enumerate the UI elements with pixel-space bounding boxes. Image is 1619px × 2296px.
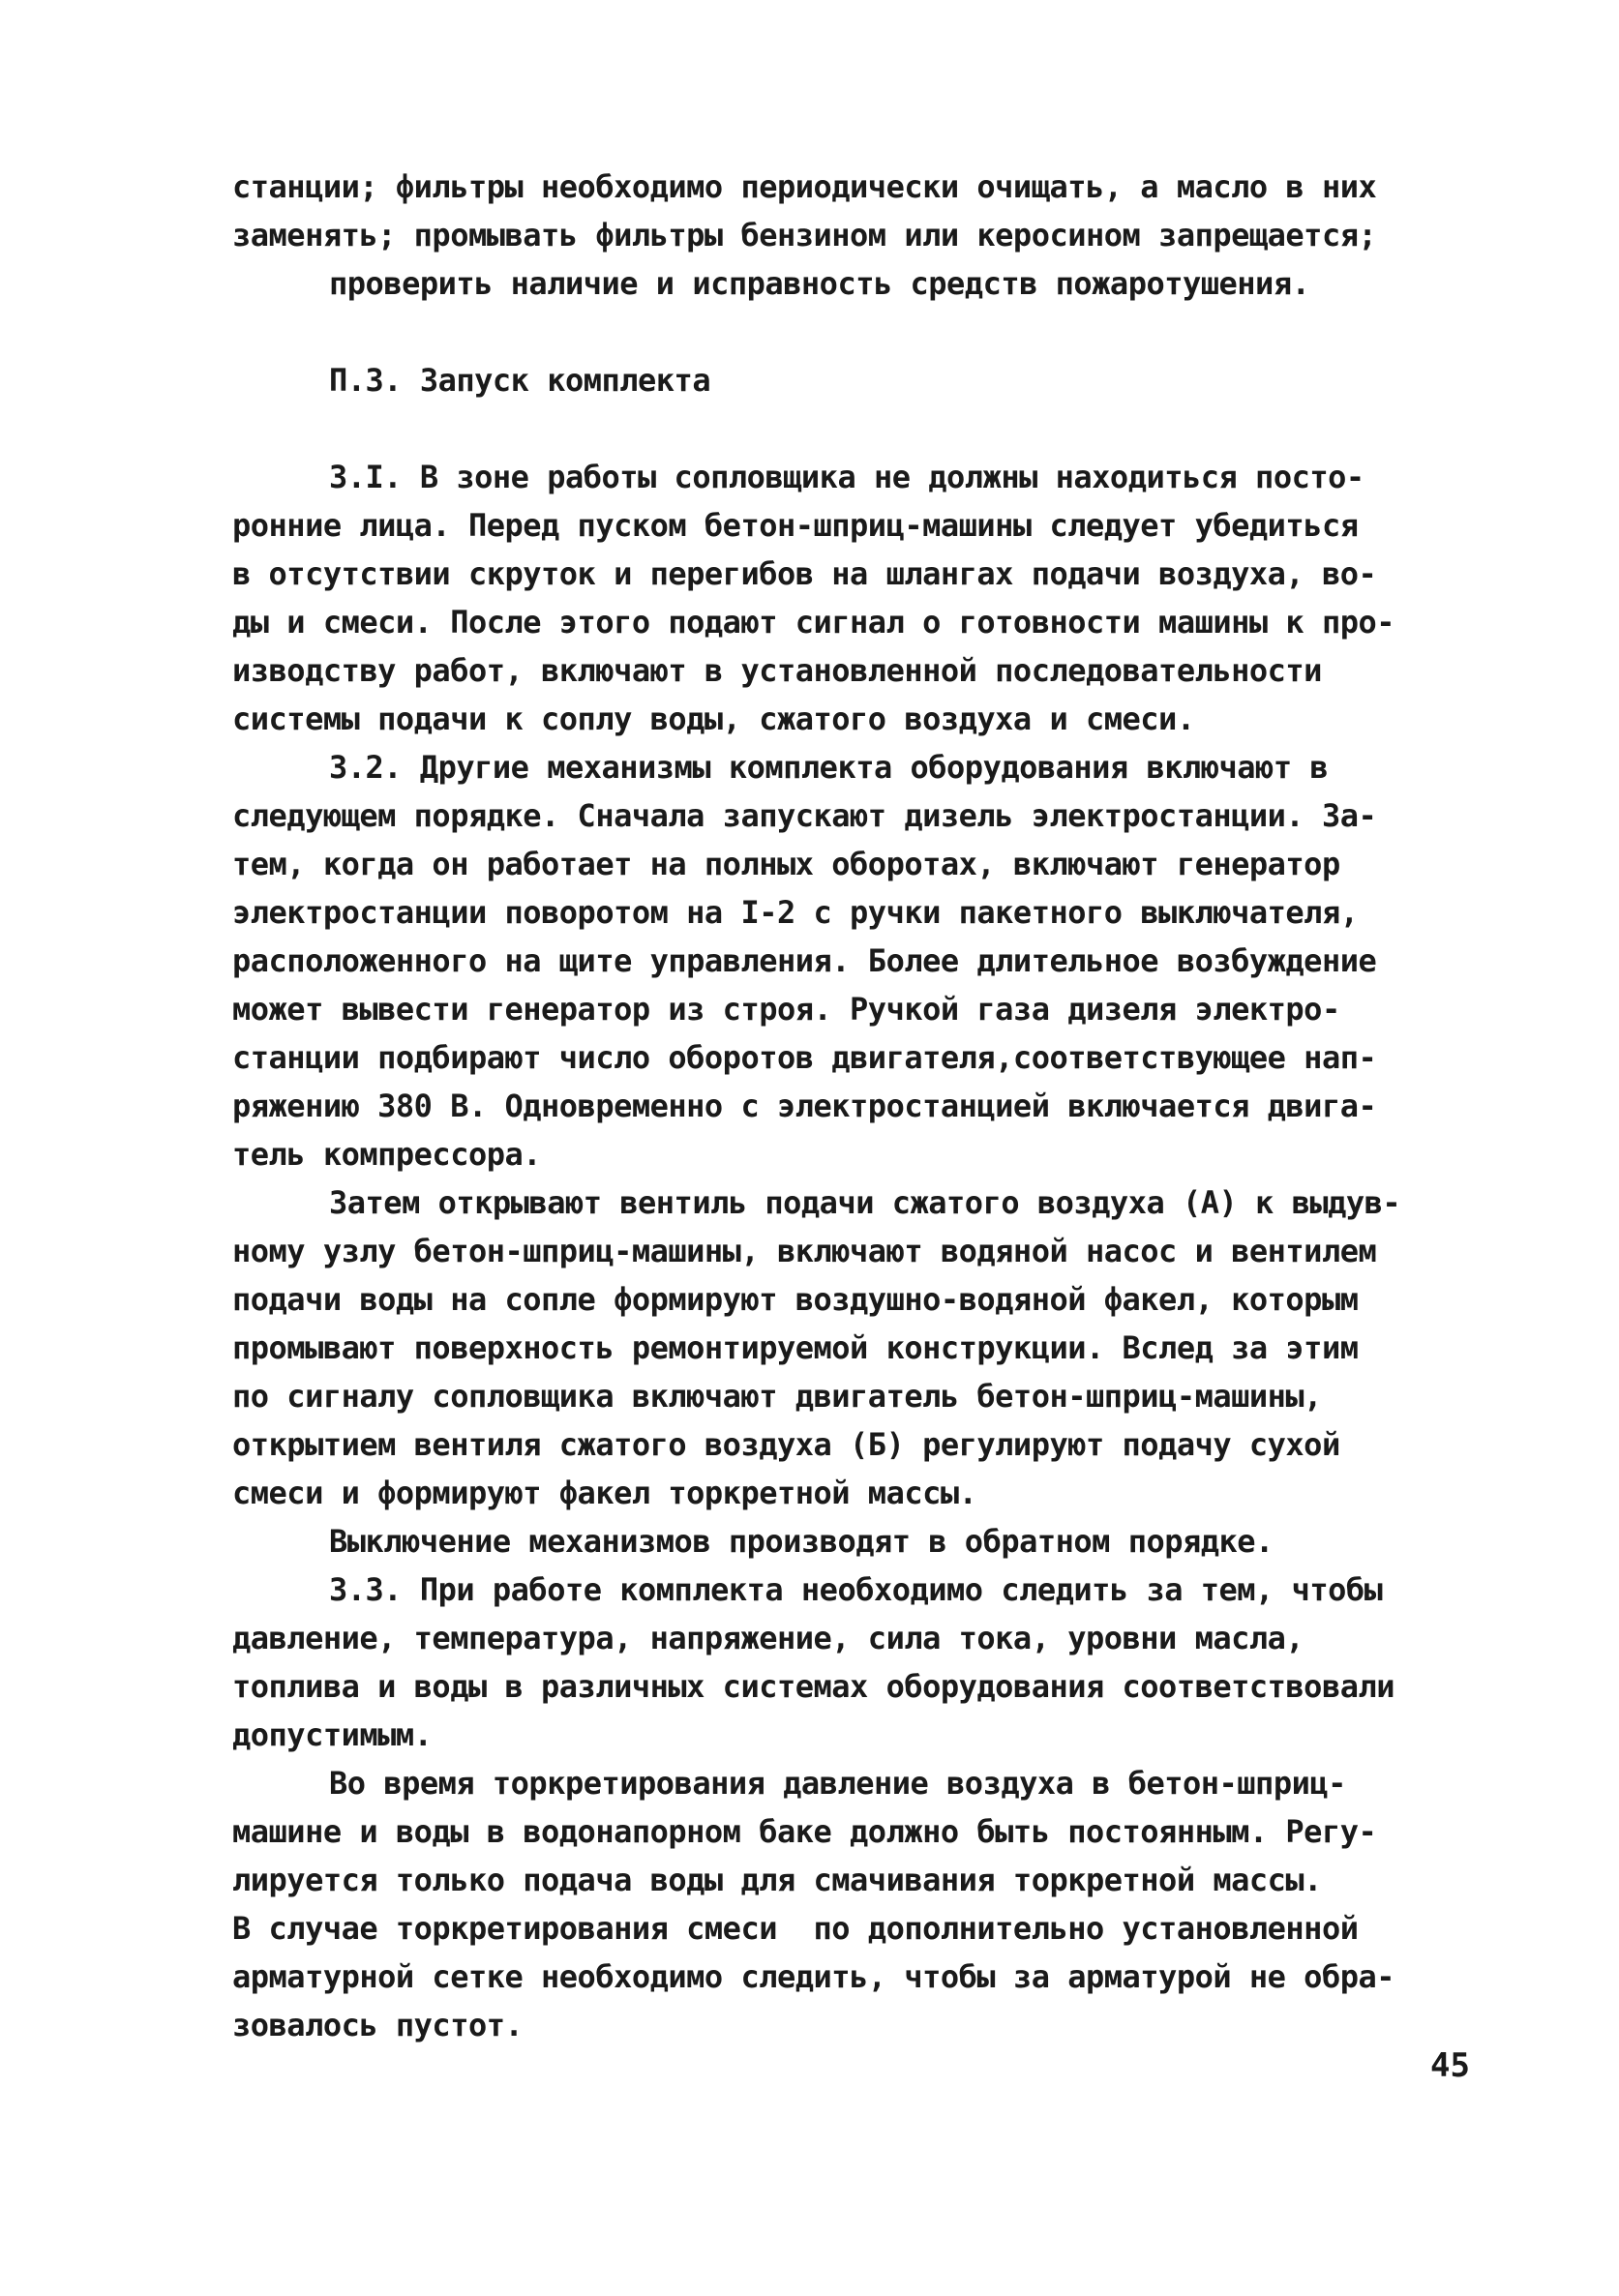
text-line: ному узлу бетон-шприц-машины, включают водяной насос и вентилем <box>232 1233 1377 1269</box>
text-line: может вывести генератор из строя. Ручкой газа дизеля электро- <box>232 991 1340 1028</box>
text-line: станции; фильтры необходимо периодически очищать, а масло в них <box>232 168 1377 205</box>
text-line: тель компрессора. <box>232 1136 542 1173</box>
text-line: машине и воды в водонапорном баке должно быть постоянным. Регу- <box>232 1813 1377 1850</box>
text-line: 3.I. В зоне работы сопловщика не должны находиться посто- <box>329 459 1364 495</box>
text-line: топлива и воды в различных системах оборудования соответствовали <box>232 1668 1394 1705</box>
text-line: зовалось пустот. <box>232 2007 524 2043</box>
text-line: станции подбирают число оборотов двигателя,соответствующее нап- <box>232 1039 1377 1076</box>
text-line: Выключение механизмов производят в обратном порядке. <box>329 1523 1274 1560</box>
text-line: подачи воды на сопле формируют воздушно-водяной факел, которым <box>232 1281 1359 1318</box>
text-line: Во время торкретирования давление воздуха в бетон-шприц- <box>329 1765 1346 1802</box>
text-line: системы подачи к соплу воды, сжатого воздуха и смеси. <box>232 701 1195 737</box>
text-line: следующем порядке. Сначала запускают дизель электростанции. За- <box>232 797 1377 834</box>
text-line: ды и смеси. После этого подают сигнал о готовности машины к про- <box>232 604 1394 641</box>
text-line: электростанции поворотом на I-2 с ручки пакетного выключателя, <box>232 894 1359 931</box>
text-line: ронние лица. Перед пуском бетон-шприц-машины следует убедиться <box>232 507 1359 544</box>
text-line: по сигналу сопловщика включают двигатель бетон-шприц-машины, <box>232 1378 1322 1415</box>
document-body <box>232 163 1490 2049</box>
text-line: изводству работ, включают в установленной последовательности <box>232 652 1322 689</box>
text-line: допустимым. <box>232 1716 433 1753</box>
text-line: Затем открывают вентиль подачи сжатого воздуха (А) к выдув- <box>329 1184 1401 1221</box>
text-line: тем, когда он работает на полных оборотах, включают генератор <box>232 846 1340 882</box>
text-line: заменять; промывать фильтры бензином или керосином запрещается; <box>232 217 1377 253</box>
text-line: ряжению 380 В. Одновременно с электростанцией включается двига- <box>232 1088 1377 1124</box>
paragraph-gap <box>232 308 1490 356</box>
text-line: 3.2. Другие механизмы комплекта оборудования включают в <box>329 749 1329 786</box>
text-line: 3.3. При работе комплекта необходимо следить за тем, чтобы <box>329 1571 1383 1608</box>
text-line: лируется только подача воды для смачивания торкретной массы. <box>232 1862 1322 1898</box>
text-line: В случае торкретирования смеси по дополнительно установленной <box>232 1910 1359 1947</box>
page-number: 45 <box>1430 2046 1470 2085</box>
text-line: давление, температура, напряжение, сила тока, уровни масла, <box>232 1620 1304 1656</box>
text-line: арматурной сетке необходимо следить, чтобы за арматурой не обра- <box>232 1958 1394 1995</box>
text-line: промывают поверхность ремонтируемой конструкции. Вслед за этим <box>232 1329 1359 1366</box>
text-line: смеси и формируют факел торкретной массы. <box>232 1475 977 1511</box>
text-line: в отсутствии скруток и перегибов на шлангах подачи воздуха, во- <box>232 555 1377 592</box>
section-heading: П.3. Запуск комплекта <box>329 362 711 399</box>
text-line: расположенного на щите управления. Более длительное возбуждение <box>232 942 1377 979</box>
text-line: проверить наличие и исправность средств пожаротушения. <box>329 265 1310 302</box>
text-line: открытием вентиля сжатого воздуха (Б) регулируют подачу сухой <box>232 1426 1340 1463</box>
paragraph-gap <box>232 404 1490 453</box>
